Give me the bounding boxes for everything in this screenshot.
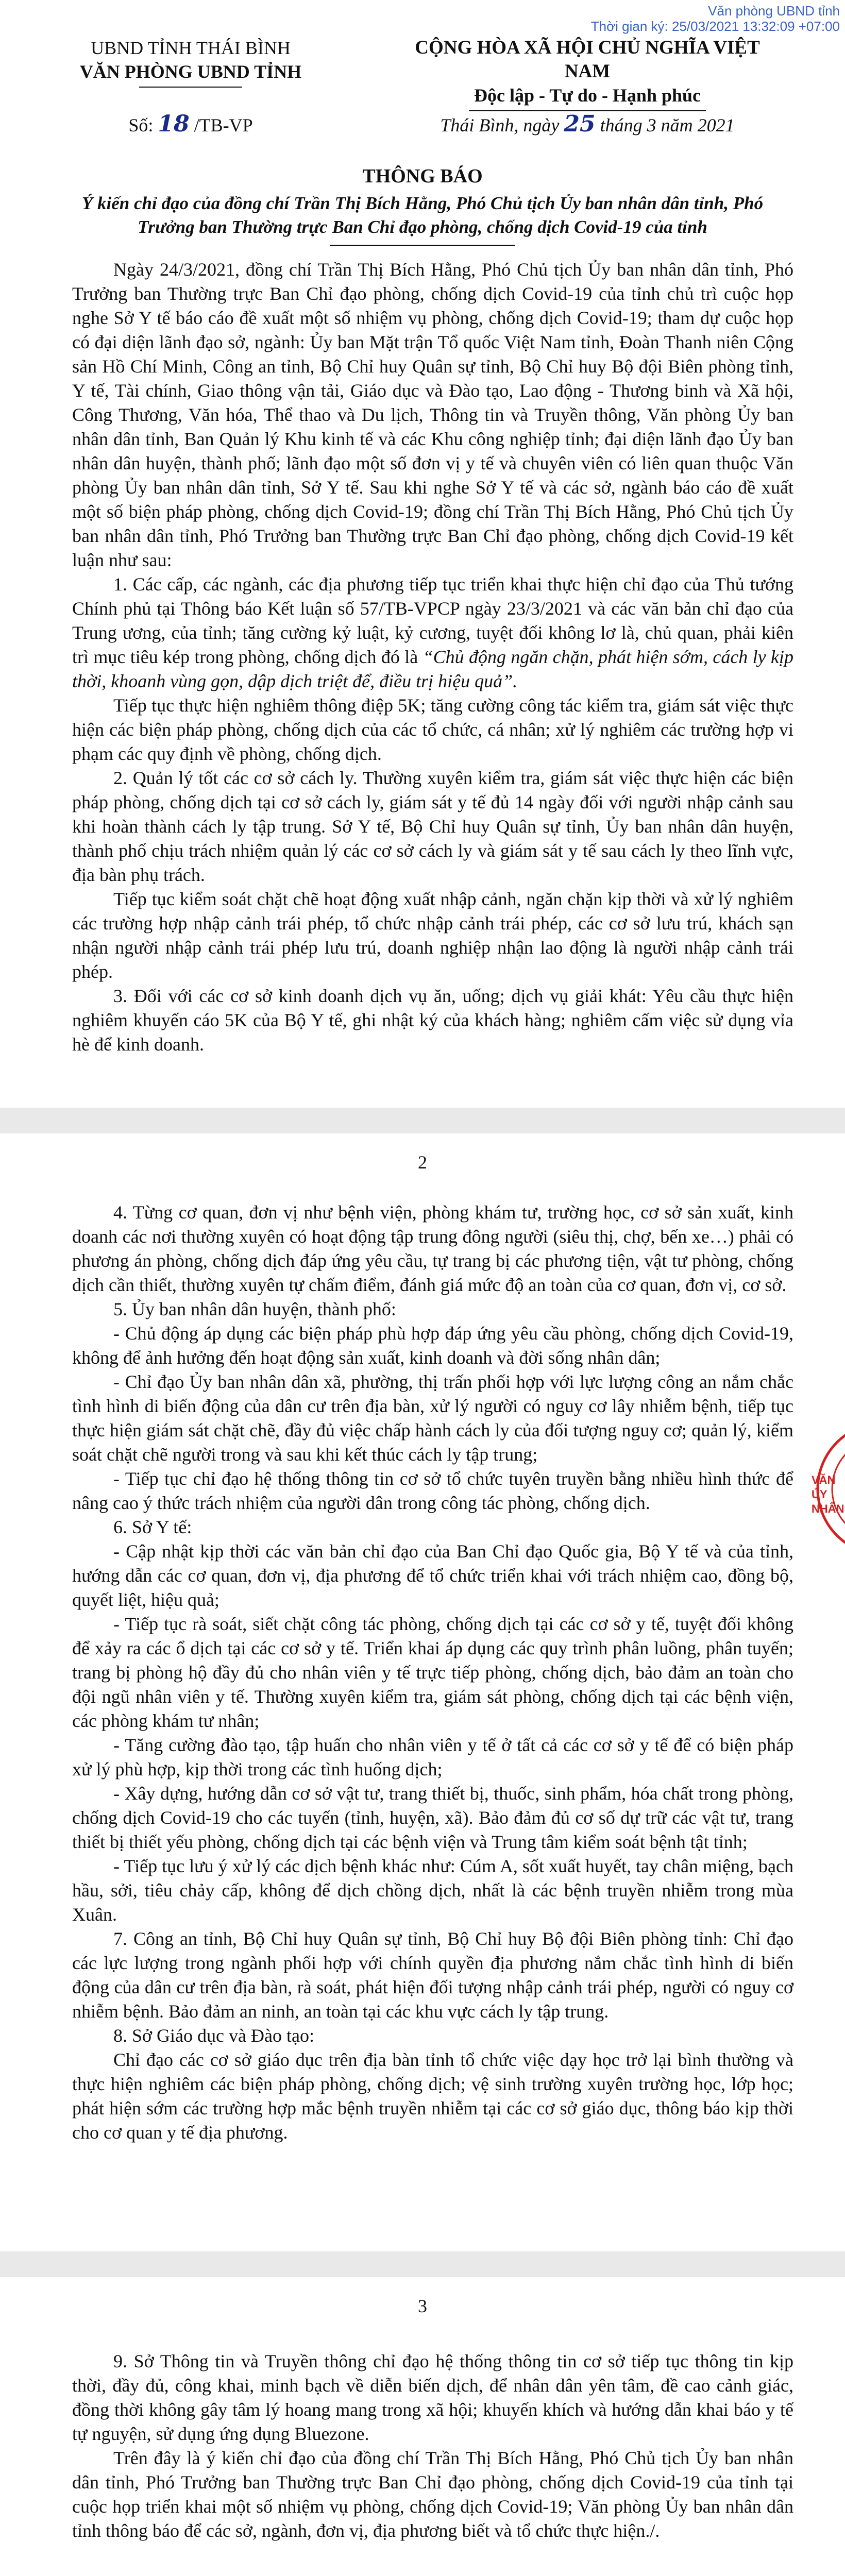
document-subtitle: Ý kiến chỉ đạo của đồng chí Trần Thị Bích Hằng, Phó Chủ tịch Ủy ban nhân dân tỉnh, Phó Trưởng ban Thường trực Ban Chỉ đạo phòng, chống dịch Covid-19 của tỉnh (81, 193, 764, 237)
signature-stamp-line2: Thời gian ký: 25/03/2021 13:32:09 +07:00 (590, 19, 840, 34)
paragraph: - Chỉ đạo Ủy ban nhân dân xã, phường, thị trấn phối hợp với lực lượng công an nắm chắc tình hình di biến động của dân cư trên địa bàn, xử lý người có nguy cơ lây nhiễm bệnh, tiếp tục thực hiện giám sát chặt chẽ, đầy đủ việc chấp hành cách ly của đối tượng nguy cơ; quản lý, kiểm soát chặt chẽ người trong và sau khi kết thúc cách ly tập trung; (72, 1371, 793, 1465)
paragraph: - Cập nhật kịp thời các văn bản chỉ đạo của Ban Chỉ đạo Quốc gia, Bộ Y tế và của tỉnh, hướng dẫn các cơ quan, đơn vị, địa phương để tổ chức triển khai với trách nhiệm cao, đồng bộ, quyết liệt, hiệu quả; (72, 1541, 793, 1610)
paragraph: Ngày 24/3/2021, đồng chí Trần Thị Bích Hằng, Phó Chủ tịch Ủy ban nhân dân tỉnh, Phó Trưởng ban Thường trực Ban Chỉ đạo phòng, chống dịch Covid-19 của tỉnh chủ trì cuộc họp nghe Sở Y tế báo cáo đề xuất một số nhiệm vụ phòng, chống dịch Covid-19; tham dự cuộc họp có đại diện lãnh đạo sở, ngành: Ủy ban Mặt trận Tổ quốc Việt Nam tỉnh, Đoàn Thanh niên Cộng sản Hồ Chí Minh, Công an tỉnh, Bộ Chỉ huy Quân sự tỉnh, Bộ Chỉ huy Bộ đội Biên phòng tỉnh, Y tế, Tài chính, Giao thông vận tải, Giáo dục và Đào tạo, Lao động - Thương binh và Xã hội, Công Thương, Văn hóa, Thể thao và Du lịch, Thông tin và Truyền thông, Văn phòng Ủy ban nhân dân tỉnh, Ban Quản lý Khu kinh tế và các Khu công nghiệp tỉnh; đại diện lãnh đạo Ủy ban nhân dân huyện, thành phố; lãnh đạo một số đơn vị y tế và chuyên viên có liên quan thuộc Văn phòng Ủy ban nhân dân tỉnh, Sở Y tế. Sau khi nghe Sở Y tế và các sở, ngành báo cáo đề xuất một số biện pháp phòng, chống dịch Covid-19; đồng chí Trần Thị Bích Hằng, Phó Chủ tịch Ủy ban nhân dân tỉnh, Phó Trưởng ban Thường trực Ban Chỉ đạo phòng, chống dịch Covid-19 kết luận như sau: (72, 259, 793, 570)
paragraph: 5. Ủy ban nhân dân huyện, thành phố: (113, 1299, 396, 1319)
paragraph: 7. Công an tỉnh, Bộ Chỉ huy Quân sự tỉnh, Bộ Chỉ huy Bộ đội Biên phòng tỉnh: Chỉ đạo các lực lượng trong ngành phối hợp với chính quyền địa phương nắm chắc tình hình di biến động của dân cư trên địa bàn, rà soát, phát hiện đối tượng nhập cảnh trái phép, người có nguy cơ nhiễm bệnh. Bảo đảm an ninh, an toàn tại các khu vực cách ly tập trung. (72, 1928, 793, 2022)
doc-number-handwritten: 18 (158, 111, 190, 137)
signature-stamp-line1: Văn phòng UBND tỉnh (708, 3, 840, 19)
page-number: 2 (418, 1152, 427, 1173)
doc-number-suffix: /TB-VP (194, 115, 253, 135)
document-title: THÔNG BÁO (362, 165, 483, 187)
date-suffix: tháng 3 năm 2021 (600, 115, 735, 135)
paragraph-text: 1. Các cấp, các ngành, các địa phương tiếp tục triển khai thực hiện chỉ đạo của Thủ tướng Chính phủ tại Thông báo Kết luận số 57/TB-VPCP ngày 23/3/2021 và các văn bản chỉ đạo của Trung ương, của tỉnh; tăng cường kỷ luật, kỷ cương, tuyệt đối không lơ là, chủ quan, phải kiên trì mục tiêu kép trong phòng, chống dịch đó là (72, 574, 793, 667)
paragraph: Chỉ đạo các cơ sở giáo dục trên địa bàn tỉnh tổ chức việc dạy học trở lại bình thường và thực hiện nghiêm các biện pháp phòng, chống dịch; vệ sinh trường xuyên trường học, lớp học; phát hiện sớm các trường hợp mắc bệnh truyền nhiễm tại các cơ sở giáo dục, thông báo kịp thời cho cơ quan y tế địa phương. (72, 2049, 793, 2143)
paragraph: 9. Sở Thông tin và Truyền thông chỉ đạo hệ thống thông tin cơ sở tiếp tục thông tin kịp thời, đầy đủ, công khai, minh bạch về diễn biến dịch, để nhân dân yên tâm, đề cao cảnh giác, đồng thời không gây tâm lý hoang mang trong xã hội; khuyến khích và hướng dẫn khai báo y tế tự nguyện, sử dụng ứng dụng Bluezone. (72, 2351, 793, 2444)
paragraph: - Tiếp tục chỉ đạo hệ thống thông tin cơ sở tổ chức tuyên truyền bằng nhiều hình thức để nâng cao ý thức trách nhiệm của người dân trong công tác phòng, chống dịch. (72, 1468, 793, 1513)
title-divider (330, 245, 515, 246)
page-separator (0, 2251, 845, 2277)
paragraph: 3. Đối với các cơ sở kinh doanh dịch vụ ăn, uống; dịch vụ giải khát: Yêu cầu thực hiện nghiêm khuyến cáo 5K của Bộ Y tế, ghi nhật ký của khách hàng; nghiêm cấm việc sử dụng vỉa hè để kinh doanh. (72, 986, 793, 1055)
paragraph: - Tiếp tục rà soát, siết chặt công tác phòng, chống dịch tại các cơ sở y tế, tuyệt đối không để xảy ra các ổ dịch tại các cơ sở y tế. Triển khai áp dụng các quy trình phân luồng, phân tuyến; trang bị phòng hộ đầy đủ cho nhân viên y tế trực tiếp phòng, chống dịch, bảo đảm an toàn cho đội ngũ nhân viên y tế. Thường xuyên kiểm tra, giám sát phòng, chống dịch tại các bệnh viện, các phòng khám tư nhân; (72, 1614, 793, 1731)
paragraph: Trên đây là ý kiến chỉ đạo của đồng chí Trần Thị Bích Hằng, Phó Chủ tịch Ủy ban nhân dân tỉnh, Phó Trưởng ban Thường trực Ban Chỉ đạo phòng, chống dịch Covid-19 của tỉnh tại cuộc họp triển khai một số nhiệm vụ phòng, chống dịch Covid-19; Văn phòng Ủy ban nhân dân tỉnh thông báo để các sở, ngành, đơn vị, địa phương biết và tổ chức thực hiện./. (72, 2448, 793, 2541)
paragraph: - Tiếp tục lưu ý xử lý các dịch bệnh khác như: Cúm A, sốt xuất huyết, tay chân miệng, bạch hầu, sởi, tiêu chảy cấp, không để dịch chồng dịch, nhất là các bệnh truyền nhiễm trong mùa Xuân. (72, 1856, 793, 1925)
paragraph: Tiếp tục kiểm soát chặt chẽ hoạt động xuất nhập cảnh, ngăn chặn kịp thời và xử lý nghiêm các trường hợp nhập cảnh trái phép, tổ chức nhập cảnh trái phép, các cơ sở lưu trú, khách sạn nhận người nhập cảnh trái phép lưu trú, doanh nghiệp nhận lao động là người nhập cảnh trái phép. (72, 889, 793, 982)
paragraph: Tiếp tục thực hiện nghiêm thông điệp 5K; tăng cường công tác kiểm tra, giám sát việc thực hiện các biện pháp phòng, chống dịch của các tổ chức, cá nhân; xử lý nghiêm các trường hợp vi phạm các quy định về phòng, chống dịch. (72, 695, 793, 764)
date-prefix: Thái Bình, ngày (440, 115, 560, 135)
header-divider (139, 87, 242, 88)
agency-name: VĂN PHÒNG UBND TỈNH (79, 61, 302, 82)
page-1-body (72, 258, 793, 1057)
national-motto: Độc lập - Tự do - Hạnh phúc (474, 85, 701, 106)
paragraph: - Xây dựng, hướng dẫn cơ sở vật tư, trang thiết bị, thuốc, sinh phẩm, hóa chất trong phòng, chống dịch Covid-19 cho các tuyến (tỉnh, huyện, xã). Bảo đảm đủ cơ số dự trữ các vật tư, trang thiết bị thiết yếu phòng, chống dịch tại các bệnh viện và Trung tâm kiểm soát bệnh tật tỉnh; (72, 1783, 793, 1852)
nation-title: CỘNG HÒA XÃ HỘI CHỦ NGHĨA VIỆT NAM (415, 37, 760, 82)
national-header (392, 36, 783, 111)
paragraph: 6. Sở Y tế: (113, 1517, 192, 1537)
paragraph: 2. Quản lý tốt các cơ sở cách ly. Thường xuyên kiểm tra, giám sát việc thực hiện các biện pháp phòng, chống dịch tại cơ sở cách ly, giám sát y tế đủ 14 ngày đối với người nhập cảnh sau khi hoàn thành cách ly tập trung. Sở Y tế, Bộ Chỉ huy Quân sự tỉnh, Ủy ban nhân dân huyện, thành phố chịu trách nhiệm quản lý các cơ sở cách ly và giám sát y tế sau cách ly theo lĩnh vực, địa bàn phụ trách. (72, 768, 793, 885)
paragraph (72, 572, 793, 693)
paragraph: - Chủ động áp dụng các biện pháp phù hợp đáp ứng yêu cầu phòng, chống dịch Covid-19, không để ảnh hưởng đến hoạt động sản xuất, kinh doanh và đời sống nhân dân; (72, 1323, 793, 1368)
svg-text:ỦY: ỦY (812, 1488, 827, 1501)
edge-seal-fragment (796, 1422, 845, 1556)
svg-text:VĂN: VĂN (812, 1473, 836, 1486)
slogan-quote: “Chủ động ngăn chặn, phát hiện sớm, cách ly kịp thời, khoanh vùng gọn, dập dịch triệt để, điều trị hiệu quả”. (72, 647, 793, 691)
doc-number-prefix: Số: (128, 115, 154, 135)
agency-parent: UBND TỈNH THÁI BÌNH (91, 38, 291, 58)
document-date (392, 111, 783, 137)
paragraph: - Tăng cường đào tạo, tập huấn cho nhân viên y tế ở tất cả các cơ sở y tế để có biện pháp xử lý phù hợp, kịp thời trong các tình huống dịch; (72, 1735, 793, 1780)
paragraph: 4. Từng cơ quan, đơn vị như bệnh viện, phòng khám tư, trường học, cơ sở sản xuất, kinh doanh các nơi thường xuyên có hoạt động tập trung đông người (siêu thị, chợ, bến xe…) phải có phương án phòng, chống dịch đáp ứng yêu cầu, tự trang bị các phương tiện, vật tư phòng, chống dịch cần thiết, thường xuyên tự chấm điểm, đánh giá mức độ an toàn của cơ quan, đơn vị, cơ sở. (72, 1202, 793, 1295)
page-separator (0, 1108, 845, 1133)
page-1 (0, 0, 845, 1108)
document-number (46, 111, 335, 137)
page-3-body (72, 2349, 793, 2543)
issuer-header (46, 36, 335, 88)
paragraph: 8. Sở Giáo dục và Đào tạo: (113, 2025, 314, 2046)
digital-signature-stamp (591, 3, 840, 34)
page-number: 3 (418, 2296, 427, 2316)
date-day-handwritten: 25 (564, 111, 596, 137)
svg-text:NHÂN: NHÂN (812, 1502, 844, 1515)
page-2-body (72, 1200, 793, 2145)
